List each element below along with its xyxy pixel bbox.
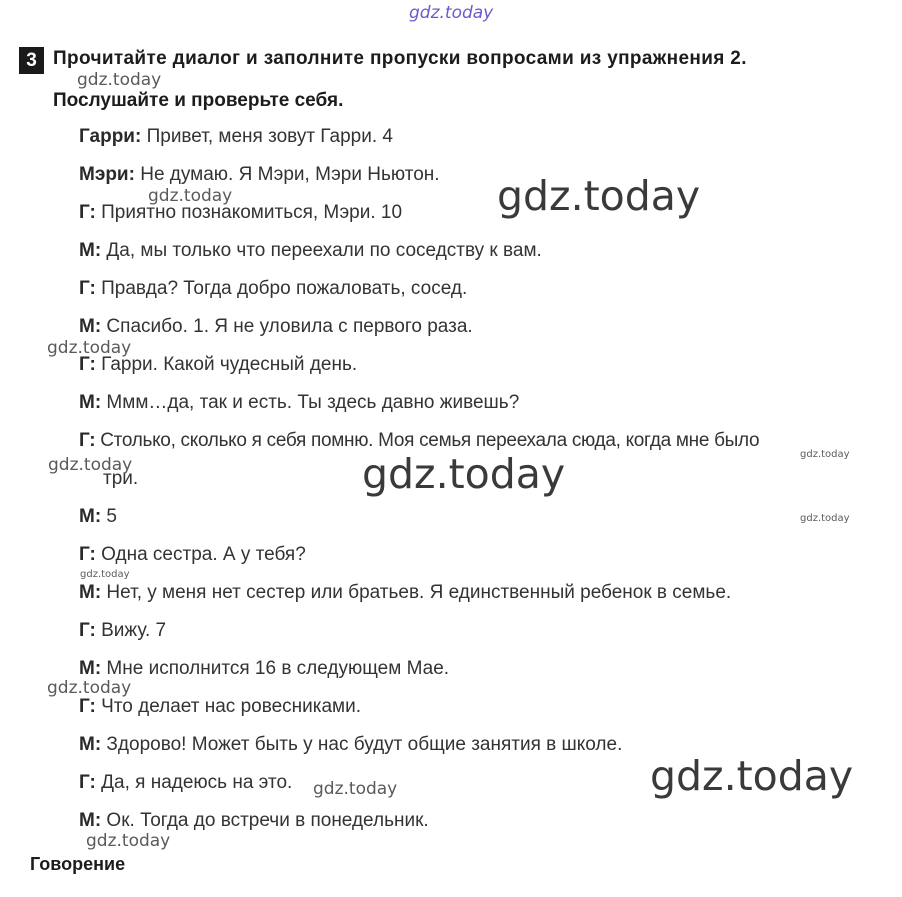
dialogue-line: М: Здорово! Может быть у нас будут общие занятия в школе. xyxy=(79,734,623,755)
watermark-large: gdz.today xyxy=(497,172,701,220)
exercise-instruction-line2: Послушайте и проверьте себя. xyxy=(53,90,344,111)
dialogue-line: Г: Правда? Тогда добро пожаловать, сосед. xyxy=(79,278,468,299)
section-heading: Говорение xyxy=(30,854,126,874)
watermark: gdz.today xyxy=(47,338,132,358)
watermark-large: gdz.today xyxy=(650,752,854,800)
dialogue-line: М: Спасибо. 1. Я не уловила с первого раза. xyxy=(79,316,473,337)
watermark: gdz.today xyxy=(313,779,398,799)
watermark: gdz.today xyxy=(800,449,850,460)
dialogue-line: М: Нет, у меня нет сестер или братьев. Я единственный ребенок в семье. xyxy=(79,582,732,603)
watermark: gdz.today xyxy=(48,455,133,475)
dialogue-line: М: Мне исполнится 16 в следующем Мае. xyxy=(79,658,450,679)
exercise-number-badge: 3 xyxy=(19,47,44,74)
dialogue-line: Гарри: Привет, меня зовут Гарри. 4 xyxy=(79,126,393,147)
exercise-instruction-line1: Прочитайте диалог и заполните пропуски вопросами из упражнения 2. xyxy=(53,48,747,69)
top-watermark: gdz.today xyxy=(409,3,494,23)
watermark-large: gdz.today xyxy=(362,450,566,498)
dialogue-line: Г: Одна сестра. А у тебя? xyxy=(79,544,306,565)
dialogue-line: М: Ок. Тогда до встречи в понедельник. xyxy=(79,810,429,831)
watermark: gdz.today xyxy=(800,513,850,524)
dialogue-line: Г: Да, я надеюсь на это. xyxy=(79,772,293,793)
dialogue-line: Г: Гарри. Какой чудесный день. xyxy=(79,354,358,375)
dialogue-line: Г: Что делает нас ровесниками. xyxy=(79,696,362,717)
dialogue-line: М: Ммм…да, так и есть. Ты здесь давно живешь? xyxy=(79,392,520,413)
dialogue-line: М: Да, мы только что переехали по соседству к вам. xyxy=(79,240,542,261)
watermark: gdz.today xyxy=(86,831,171,851)
dialogue-line: Г: Столько, сколько я себя помню. Моя семья переехала сюда, когда мне было xyxy=(79,430,760,451)
dialogue-line: Мэри: Не думаю. Я Мэри, Мэри Ньютон. xyxy=(79,164,440,185)
watermark: gdz.today xyxy=(80,569,130,580)
dialogue-line-continuation: три. xyxy=(103,468,139,489)
watermark: gdz.today xyxy=(77,70,162,90)
dialogue-line: Г: Вижу. 7 xyxy=(79,620,167,641)
dialogue-line: Г: Приятно познакомиться, Мэри. 10 xyxy=(79,202,403,223)
watermark: gdz.today xyxy=(47,678,132,698)
dialogue-line: М: 5 xyxy=(79,506,118,527)
watermark: gdz.today xyxy=(148,186,233,206)
